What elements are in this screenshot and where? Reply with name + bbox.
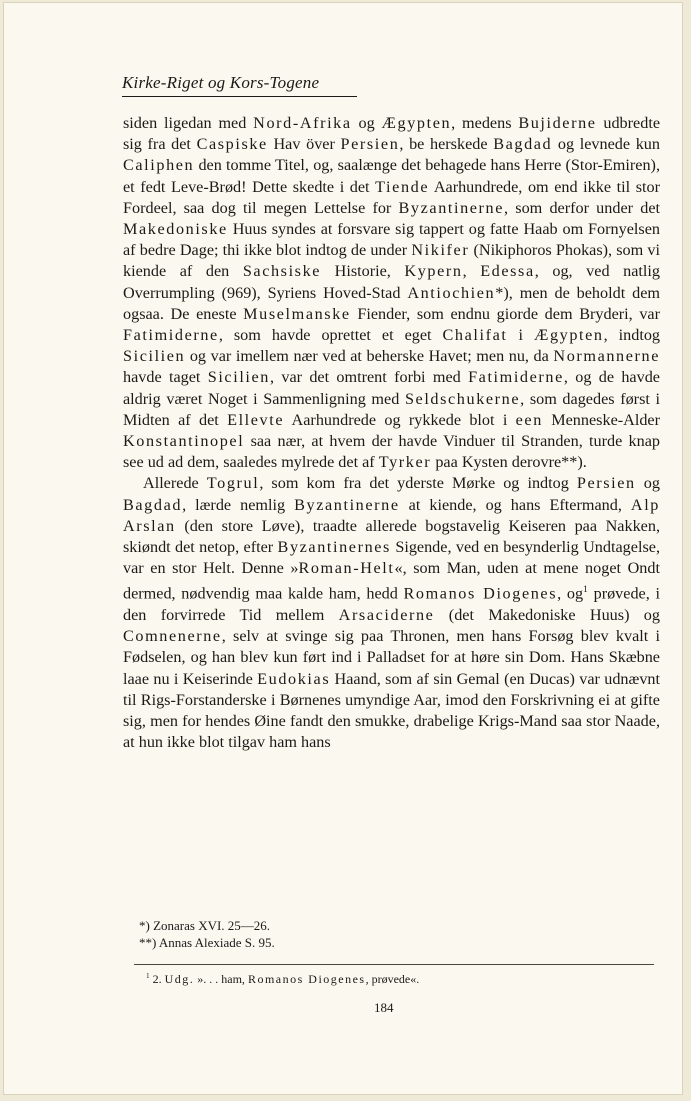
spaced-name: Kypern — [404, 262, 463, 281]
spaced-name: Byzantinerne — [294, 495, 400, 514]
spaced-name: Bujiderne — [518, 114, 597, 132]
spaced-name: Sicilien — [207, 368, 270, 387]
spaced-name: Roman-Helt — [298, 559, 395, 578]
spaced-name: Alp Arslan — [123, 495, 660, 535]
running-title: Kirke-Riget og Kors-Togene — [122, 73, 357, 97]
spaced-name: Ægypten — [533, 326, 604, 345]
spaced-name: een — [515, 410, 543, 429]
spaced-name: Fatimiderne — [123, 326, 219, 345]
spaced-name: Byzantinerne — [398, 198, 505, 217]
spaced-name: Bagdad — [493, 135, 553, 154]
spaced-name: Comnenerne — [123, 627, 222, 646]
spaced-name: Eudokias — [257, 669, 331, 688]
editorial-note: $^1$ 2. Udg. ». . . ham, Romanos Diogenes, prøvede«. — [146, 972, 420, 986]
spaced-name: Antiochien — [407, 283, 496, 302]
spaced-name: Makedoniske — [123, 220, 228, 239]
spaced-name: Seldschukerne — [404, 389, 521, 408]
spaced-name: Chalifat — [442, 326, 508, 345]
footnote-2: **) Annas Alexiade S. 95. — [139, 935, 275, 950]
spaced-name: Persien — [340, 135, 400, 154]
paragraph-1: siden ligedan med Nord-Afrika og Ægypten, medens Bujiderne udbredte sig fra det Caspiske Hav över Persien, be herskede Bagdad og levnede kun Caliphen den tomme Titel, og, saalænge det behagede hans Herre (Stor-Emiren), et fedt Leve-Brød! Dette skedte i det Tiende Aarhundrede, om end ikke til stor Fordeel, saa dog til megen Lettelse for Byzantinerne, som derfor under det Makedoniske Huus syndes at forsvare sig tappert og fatte Haab om Fornyelsen af bedre Dage; thi ikke blot indtog de under Nikifer (Nikiphoros Phokas), som vi kiende af den Sachsiske Historie, Kypern, Edessa, og, ved natlig Overrumpling (969), Syriens Hoved-Stad Antiochien*), men de beholdt dem ogsaa. De eneste Muselmanske Fiender, som endnu giorde dem Bryderi, var Fatimiderne, som havde oprettet et eget Chalifat i Ægypten, indtog Sicilien og var imellem nær ved at beherske Havet; men nu, da Normannerne havde taget Sicilien, var det omtrent forbi med Fatimiderne, og de havde aldrig været Noget i Sammenligning med Seldschukerne, som dagedes først i Midten af det Ellevte Aarhundrede og rykkede blot i een Menneske-Alder Konstantinopel saa nær, at hvem der havde Vinduer til Stranden, turde knap see ud ad dem, saaledes mylrede det af Tyrker paa Kysten derovre**). — [123, 114, 661, 472]
spaced-name: Nord-Afrika — [253, 114, 352, 132]
spaced-name: Sachsiske — [242, 262, 322, 281]
book-page — [3, 2, 683, 1095]
spaced-name: Tyrker — [378, 453, 432, 472]
spaced-name: Sicilien — [123, 347, 186, 366]
footnote-marker: 1 — [583, 584, 588, 596]
footnote-marker: 1 — [146, 972, 150, 980]
spaced-name: Fatimiderne — [468, 368, 564, 387]
spaced-name: Persien — [576, 474, 636, 493]
spaced-name: Normannerne — [553, 347, 660, 366]
paragraph-2: Allerede Togrul, som kom fra det yderste Mørke og indtog Persien og Bagdad, lærde nemlig Byzantinerne at kiende, og hans Eftermand, Alp Arslan (den store Løve), traadte allerede bogstavelig Keiseren paa Nakken, skiøndt det netop, efter Byzantinernes Sigende, ved en besynderlig Undtagelse, var en stor Helt. Denne »Roman-Helt«, som Man, uden at mene noget Ondt dermed, nødvendig maa kalde ham, hedd Romanos Diogenes, $og^1$ prøvede, i den forvirrede Tid mellem Arsaciderne (det Makedoniske Huus) og Comnenerne, selv at svinge sig paa Thronen, men hans Forsøg blev kvalt i Fødselen, og han blev kun ført ind i Palladset for at høre sin Dom. Hans Skæbne laae nu i Keiserinde Eudokias Haand, som af sin Gemal (en Ducas) var udnævnt til Rigs-Forstanderske i Børnenes umyndige Aar, imod den Forskrivning ei at gifte sig, men for hendes Øine fandt den smukke, drabelige Krigs-Mand saa stor Naade, at hun ikke blot tilgav ham hans — [123, 474, 660, 752]
spaced-name: Romanos Diogenes — [403, 584, 558, 603]
spaced-name: Konstantinopel — [123, 432, 245, 451]
spaced-name: Edessa — [480, 262, 535, 281]
footnote-divider — [134, 964, 654, 965]
spaced-name: Tiende — [375, 177, 430, 196]
page-number: 184 — [374, 1000, 394, 1015]
spaced-name: Muselmanske — [243, 304, 351, 323]
spaced-name: Udg. — [164, 972, 195, 986]
spaced-name: Bagdad — [123, 495, 183, 514]
spaced-name: Togrul — [206, 474, 260, 493]
spaced-name: Caspiske — [196, 135, 268, 154]
footnotes — [139, 917, 539, 951]
spaced-name: Nikifer — [411, 241, 470, 260]
spaced-name: Ellevte — [227, 410, 285, 429]
spaced-name: Ægypten — [381, 114, 452, 132]
spaced-name: Caliphen — [123, 156, 195, 175]
spaced-name: Byzantinernes — [277, 538, 391, 557]
spaced-name: Arsaciderne — [338, 606, 435, 625]
footnote-1: *) Zonaras XVI. 25—26. — [139, 918, 271, 933]
body-text — [123, 113, 660, 753]
spaced-name: Romanos Diogenes — [247, 972, 366, 986]
